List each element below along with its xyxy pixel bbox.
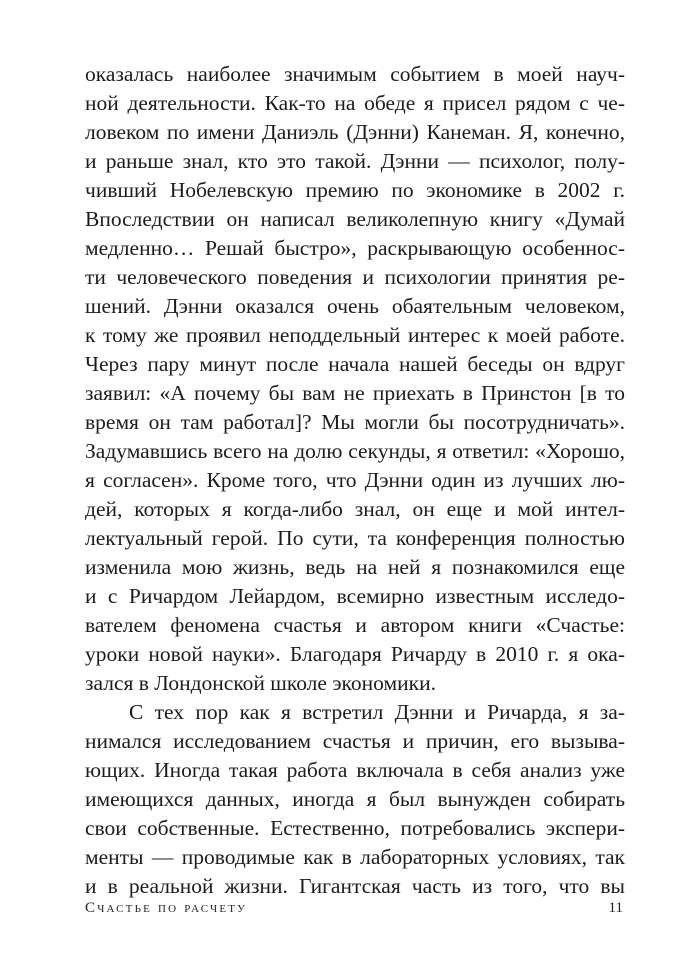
text-line: я согласен». Кроме того, что Дэнни один из лучших лю- bbox=[85, 468, 625, 492]
text-line: лектуальный герой. По сути, та конференция полностью bbox=[85, 526, 625, 550]
text-line: вателем феномена счастья и автором книги «Счастье: bbox=[85, 613, 625, 637]
running-title: Счастье по расчету bbox=[85, 900, 248, 916]
text-line: и с Ричардом Лейардом, всемирно известным исследо- bbox=[85, 584, 625, 608]
text-line: Задумавшись всего на долю секунды, я ответил: «Хорошо, bbox=[85, 439, 625, 463]
page-number: 11 bbox=[608, 900, 623, 916]
text-line: оказалась наиболее значимым событием в моей науч- bbox=[85, 62, 625, 86]
text-line: нимался исследованием счастья и причин, его вызыва- bbox=[85, 729, 625, 753]
text-line: менты — проводимые как в лабораторных условиях, так bbox=[85, 845, 625, 869]
text-line: ной деятельности. Как-то на обеде я присел рядом с че- bbox=[85, 91, 625, 115]
paragraph-1 bbox=[85, 60, 625, 698]
text-line: ющих. Иногда такая работа включала в себя анализ уже bbox=[85, 758, 625, 782]
text-line: дей, которых я когда-либо знал, он еще и мой интел- bbox=[85, 497, 625, 521]
text-line: С тех пор как я встретил Дэнни и Ричарда, я за- bbox=[129, 700, 625, 724]
text-line: Через пару минут после начала нашей беседы он вдруг bbox=[85, 352, 625, 376]
text-line: имеющихся данных, иногда я был вынужден собирать bbox=[85, 787, 625, 811]
text-line: зался в Лондонской школе экономики. bbox=[85, 671, 436, 695]
text-line: ти человеческого поведения и психологии принятия ре- bbox=[85, 265, 625, 289]
text-line: свои собственные. Естественно, потребовались экспери- bbox=[85, 816, 625, 840]
text-line: медленно… Решай быстро», раскрывающую особеннос- bbox=[85, 236, 625, 260]
text-line: время он там работал]? Мы могли бы посотрудничать». bbox=[85, 410, 625, 434]
body-text bbox=[85, 60, 625, 901]
text-line: Впоследствии он написал великолепную книгу «Думай bbox=[85, 207, 625, 231]
text-line: изменила мою жизнь, ведь на ней я познакомился еще bbox=[85, 555, 625, 579]
text-line: чивший Нобелевскую премию по экономике в 2002 г. bbox=[85, 178, 625, 202]
page-footer bbox=[85, 900, 625, 920]
text-line: уроки новой науки». Благодаря Ричарду в 2010 г. я ока- bbox=[85, 642, 625, 666]
text-line: и раньше знал, кто это такой. Дэнни — психолог, полу- bbox=[85, 149, 625, 173]
text-line: ловеком по имени Даниэль (Дэнни) Канеман. Я, конечно, bbox=[85, 120, 625, 144]
text-line: шений. Дэнни оказался очень обаятельным человеком, bbox=[85, 294, 625, 318]
paragraph-2 bbox=[85, 698, 625, 901]
text-line: заявил: «А почему бы вам не приехать в Принстон [в то bbox=[85, 381, 625, 405]
text-line: и в реальной жизни. Гигантская часть из того, что вы bbox=[85, 874, 625, 898]
text-line: к тому же проявил неподдельный интерес к моей работе. bbox=[85, 323, 625, 347]
